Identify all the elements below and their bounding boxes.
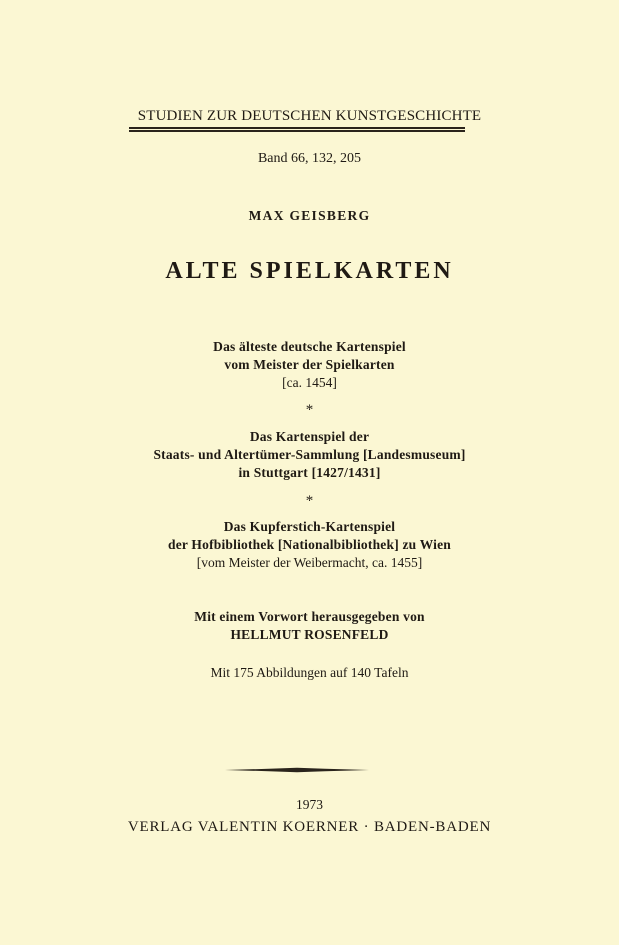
author-name: MAX GEISBERG (248, 208, 371, 223)
illustrations-note: Mit 175 Abbildungen auf 140 Tafeln (210, 665, 409, 680)
content-1-line-1: Das älteste deutsche Kartenspiel (213, 339, 406, 354)
publisher-imprint: VERLAG VALENTIN KOERNER · BADEN-BADEN (127, 819, 492, 835)
content-3-line-2: der Hofbibliothek [Nationalbibliothek] zu Wien (168, 537, 451, 552)
content-1-line-2: vom Meister der Spielkarten (224, 357, 395, 372)
content-1-date: [ca. 1454] (282, 375, 337, 390)
content-2-line-3: in Stuttgart [1427/1431] (238, 465, 381, 480)
asterisk-separator: * (305, 402, 314, 418)
volume-numbers: Band 66, 132, 205 (257, 151, 362, 166)
ornament-rule (225, 767, 369, 773)
content-2-line-1: Das Kartenspiel der (249, 429, 370, 444)
foreword-note: Mit einem Vorwort herausgegeben von (194, 609, 425, 624)
rule-line-top (129, 127, 465, 129)
series-double-rule (129, 127, 465, 132)
content-2-line-2: Staats- und Altertümer-Sammlung [Landesmuseum] (153, 447, 466, 462)
publication-year: 1973 (296, 797, 323, 812)
series-title: STUDIEN ZUR DEUTSCHEN KUNSTGESCHICHTE (137, 108, 482, 124)
book-title: ALTE SPIELKARTEN (165, 258, 454, 284)
content-3-date: [vom Meister der Weibermacht, ca. 1455] (196, 555, 423, 570)
asterisk-separator: * (305, 493, 314, 509)
content-3-line-1: Das Kupferstich-Kartenspiel (223, 519, 396, 534)
editor-name: HELLMUT ROSENFELD (230, 627, 389, 642)
rule-line-bottom (129, 130, 465, 132)
